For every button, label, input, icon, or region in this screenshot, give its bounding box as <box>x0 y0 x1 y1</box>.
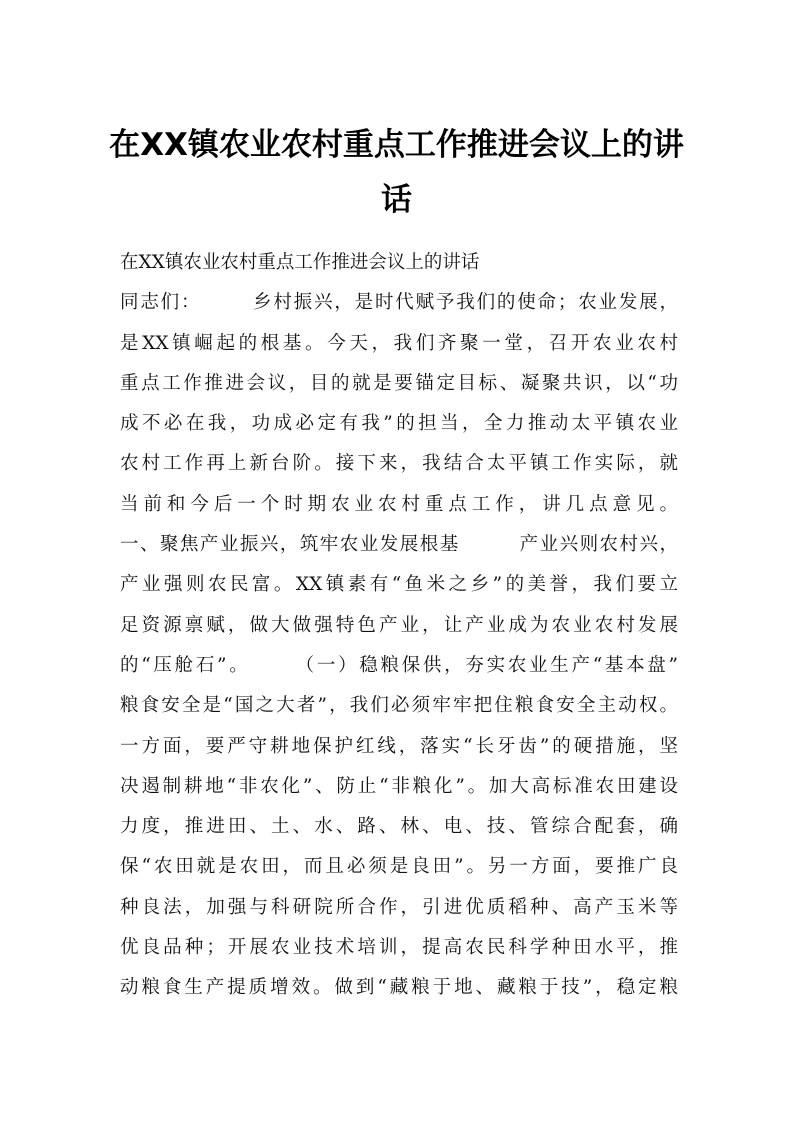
body-line: 粮食安全是“国之大者”，我们必须牢牢把住粮食安全主动权。 <box>120 695 678 717</box>
body-line: 动粮食生产提质增效。做到“藏粮于地、藏粮于技”，稳定粮 <box>120 977 678 999</box>
body-line: 成不必在我，功成必定有我”的担当，全力推动太平镇农业 <box>120 413 678 435</box>
body-line: 保“农田就是农田，而且必须是良田”。另一方面，要推广良 <box>120 856 678 878</box>
body-line: 在XX镇农业农村重点工作推进会议上的讲话 <box>120 252 480 273</box>
body-line: 产业强则农民富。XX镇素有“鱼米之乡”的美誉，我们要立 <box>120 574 678 596</box>
title-line-2: 话 <box>381 182 412 218</box>
title-line-1: 在XX镇农业农村重点工作推进会议上的讲 <box>109 127 684 163</box>
body-line: 一、聚焦产业振兴，筑牢农业发展根基 产业兴则农村兴， <box>120 534 678 556</box>
body-line: 决遏制耕地“非农化”、防止“非粮化”。加大高标准农田建设 <box>120 775 678 797</box>
body-line: 一方面，要严守耕地保护红线，落实“长牙齿”的硬措施，坚 <box>120 735 678 757</box>
body-line: 足资源禀赋，做大做强特色产业，让产业成为农业农村发展 <box>120 614 678 636</box>
body-line: 种良法，加强与科研院所合作，引进优质稻种、高产玉米等 <box>120 896 678 918</box>
body-line: 的“压舱石”。 （一）稳粮保供，夯实农业生产“基本盘” <box>120 654 678 676</box>
document-title <box>100 118 693 228</box>
body-line: 是XX镇崛起的根基。今天，我们齐聚一堂，召开农业农村 <box>120 332 678 354</box>
body-line: 力度，推进田、土、水、路、林、电、技、管综合配套，确 <box>120 816 678 838</box>
body-line: 当前和今后一个时期农业农村重点工作，讲几点意见。 <box>120 493 678 515</box>
document-body <box>120 243 678 1009</box>
body-line: 优良品种；开展农业技术培训，提高农民科学种田水平，推 <box>120 937 678 959</box>
body-line: 农村工作再上新台阶。接下来，我结合太平镇工作实际，就 <box>120 453 678 475</box>
body-line: 重点工作推进会议，目的就是要锚定目标、凝聚共识，以“功 <box>120 372 678 394</box>
body-line: 同志们： 乡村振兴，是时代赋予我们的使命；农业发展， <box>120 292 678 314</box>
